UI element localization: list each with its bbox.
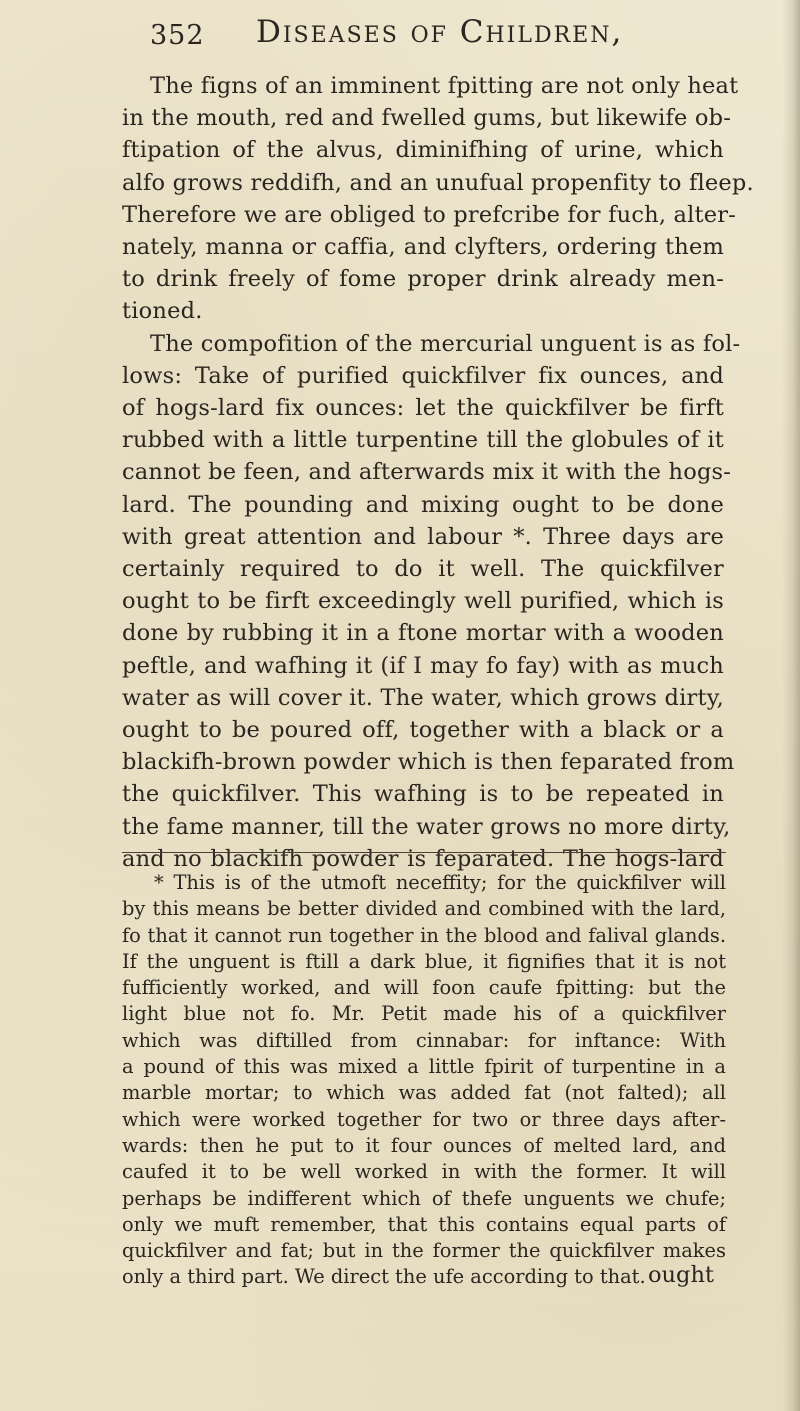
footnote-line: a pound of this was mixed a little fpirit of turpentine in a [122,1055,726,1079]
text-line: to drink freely of fome proper drink already men- [122,266,724,293]
footnote [122,870,726,1291]
footnote-line: fo that it cannot run together in the blood and falival glands. [122,923,726,947]
page-edge-shadow [782,0,800,1411]
footnote-line: * This is of the utmoft neceffity; for the quickfilver will [154,871,726,894]
text-line: ought to be firft exceedingly well purified, which is [122,588,724,615]
footnote-divider [122,852,726,853]
footnote-line: If the unguent is ftill a dark blue, it fignifies that it is not [122,949,726,973]
text-line: done by rubbing it in a ftone mortar with a wooden [122,620,724,647]
text-line: lard. The pounding and mixing ought to be done [122,491,724,518]
text-line: The compofition of the mercurial unguent is as fol- [150,330,741,357]
footnote-line: light blue not fo. Mr. Petit made his of a quickfilver [122,1002,726,1026]
text-line: with great attention and labour *. Three days are [122,523,724,550]
footnote-line: only a third part. We direct the ufe according to that. [122,1265,646,1289]
footnote-line: by this means be better divided and combined with the lard, [122,897,726,921]
footnote-line: caufed it to be well worked in with the former. It will [122,1160,726,1184]
text-line: the fame manner, till the water grows no more dirty, [122,813,731,840]
footnote-line: wards: then he put to it four ounces of melted lard, and [122,1133,726,1157]
page-header [150,14,710,62]
text-line: in the mouth, red and fwelled gums, but likewife ob- [122,105,732,132]
catchword: ought [648,1262,714,1288]
footnote-line: only we muft remember, that this contains equal parts of [122,1212,726,1236]
main-text [122,70,754,875]
running-title: Diseases of Children, [256,14,624,50]
footnote-line: which was diftilled from cinnabar: for inftance: With [122,1028,726,1052]
text-line: ought to be poured off, together with a black or a [122,717,724,744]
text-line: and no blackifh powder is feparated. The hogs-lard [122,845,724,872]
footnote-line: perhaps be indifferent which of thefe unguents we chufe; [122,1186,726,1210]
text-line: alfo grows reddifh, and an unufual propenfity to fleep. [122,169,754,196]
page-number: 352 [150,20,205,51]
text-line: certainly required to do it well. The quickfilver [122,556,724,583]
text-line: cannot be feen, and afterwards mix it with the hogs- [122,459,732,486]
text-line: of hogs-lard fix ounces: let the quickfilver be firft [122,395,724,422]
text-line: nately, manna or caffia, and clyfters, ordering them [122,234,724,261]
footnote-line: quickfilver and fat; but in the former the quickfilver makes [122,1239,726,1263]
text-line: the quickfilver. This wafhing is to be repeated in [122,781,724,808]
text-line: rubbed with a little turpentine till the globules of it [122,427,724,454]
text-line: peftle, and wafhing it (if I may fo fay) with as much [122,652,724,679]
footnote-line: which were worked together for two or three days after- [122,1107,726,1131]
text-line: The figns of an imminent fpitting are not only heat [150,73,739,99]
footnote-line: fufficiently worked, and will foon caufe fpitting: but the [122,976,726,1000]
text-line: Therefore we are obliged to prefcribe for fuch, alter- [122,201,737,228]
text-line: water as will cover it. The water, which grows dirty, [122,684,724,711]
text-line: lows: Take of purified quickfilver fix ounces, and [122,362,724,389]
text-line: blackifh-brown powder which is then feparated from [122,749,735,776]
footnote-line: marble mortar; to which was added fat (not falted); all [122,1081,726,1105]
text-line: ftipation of the alvus, diminifhing of urine, which [122,137,724,164]
text-line: tioned. [122,298,203,325]
